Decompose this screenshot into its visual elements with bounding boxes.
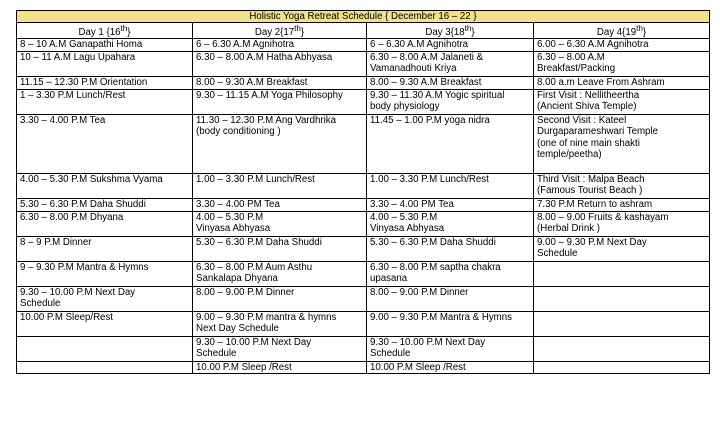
schedule-cell bbox=[534, 336, 710, 361]
schedule-cell: 6.30 – 8.00 A.M Hatha Abhyasa bbox=[193, 51, 367, 76]
schedule-cell: 5.30 – 6.30 P.M Daha Shuddi bbox=[17, 198, 193, 211]
schedule-cell: 8.00 – 9.00 P.M Dinner bbox=[367, 286, 534, 311]
schedule-row bbox=[17, 361, 710, 374]
schedule-cell: 8.00 a.m Leave From Ashram bbox=[534, 76, 710, 89]
schedule-cell bbox=[17, 361, 193, 374]
day-header-row bbox=[17, 23, 710, 39]
schedule-cell: 4.00 – 5.30 P.M Vinyasa Abhyasa bbox=[367, 211, 534, 236]
schedule-cell: 6.30 – 8.00 P.M saptha chakra upasana bbox=[367, 261, 534, 286]
schedule-cell: 9 – 9.30 P.M Mantra & Hymns bbox=[17, 261, 193, 286]
schedule-cell: 5.30 – 6.30 P.M Daha Shuddi bbox=[367, 236, 534, 261]
schedule-cell: 6 – 6.30 A.M Agnihotra bbox=[193, 39, 367, 52]
schedule-cell: 10.00 P.M Sleep /Rest bbox=[193, 361, 367, 374]
schedule-cell: 8.00 – 9.00 Fruits & kashayam (Herbal Drink ) bbox=[534, 211, 710, 236]
schedule-cell: 10 – 11 A.M Lagu Upahara bbox=[17, 51, 193, 76]
schedule-row bbox=[17, 51, 710, 76]
schedule-cell: 6.30 – 8.00 P.M Dhyana bbox=[17, 211, 193, 236]
schedule-cell: 6.30 – 8.00 A.M Jalaneti & Vamanadhouti Kriya bbox=[367, 51, 534, 76]
schedule-cell: 11.30 – 12.30 P.M Ang Vardhrika (body conditioning ) bbox=[193, 114, 367, 173]
schedule-table bbox=[16, 10, 710, 374]
schedule-row bbox=[17, 114, 710, 173]
schedule-cell: 9.00 – 9.30 P.M mantra & hymns Next Day Schedule bbox=[193, 311, 367, 336]
schedule-cell: 6.30 – 8.00 A.M Breakfast/Packing bbox=[534, 51, 710, 76]
schedule-cell: 3.30 – 4.00 PM Tea bbox=[193, 198, 367, 211]
day-header: Day 4{19th} bbox=[534, 23, 710, 39]
schedule-cell: 9.00 – 9.30 P.M Mantra & Hymns bbox=[367, 311, 534, 336]
schedule-row bbox=[17, 311, 710, 336]
schedule-cell: 3.30 – 4.00 P.M Tea bbox=[17, 114, 193, 173]
title-row bbox=[17, 11, 710, 23]
schedule-row bbox=[17, 39, 710, 52]
schedule-cell: 11.15 – 12.30 P.M Orientation bbox=[17, 76, 193, 89]
schedule-cell: Third Visit : Malpa Beach (Famous Tourist Beach ) bbox=[534, 173, 710, 198]
schedule-cell: 10.00 P.M Sleep /Rest bbox=[367, 361, 534, 374]
schedule-row bbox=[17, 261, 710, 286]
day-header: Day 3{18th} bbox=[367, 23, 534, 39]
schedule-title: Holistic Yoga Retreat Schedule { December 16 – 22 } bbox=[17, 11, 710, 23]
schedule-cell: First Visit : Nellitheertha (Ancient Shiva Temple) bbox=[534, 89, 710, 114]
schedule-cell: 9.30 – 10.00 P.M Next Day Schedule bbox=[367, 336, 534, 361]
schedule-cell: 9.30 – 11.15 A.M Yoga Philosophy bbox=[193, 89, 367, 114]
schedule-cell: 6.00 – 6.30 A.M Agnihotra bbox=[534, 39, 710, 52]
schedule-row bbox=[17, 198, 710, 211]
schedule-cell: 9.30 – 10.00 P.M Next Day Schedule bbox=[193, 336, 367, 361]
schedule-cell: 11.45 – 1.00 P.M yoga nidra bbox=[367, 114, 534, 173]
schedule-cell: 6.30 – 8.00 P.M Aum Asthu Sankalapa Dhyana bbox=[193, 261, 367, 286]
schedule-cell: 1 – 3.30 P.M Lunch/Rest bbox=[17, 89, 193, 114]
schedule-cell: 1.00 – 3.30 P.M Lunch/Rest bbox=[367, 173, 534, 198]
schedule-cell: 9.30 – 11.30 A.M Yogic spiritual body physiology bbox=[367, 89, 534, 114]
schedule-row bbox=[17, 173, 710, 198]
schedule-cell bbox=[534, 311, 710, 336]
schedule-row bbox=[17, 336, 710, 361]
schedule-cell: 5.30 – 6.30 P.M Daha Shuddi bbox=[193, 236, 367, 261]
schedule-cell: 1.00 – 3.30 P.M Lunch/Rest bbox=[193, 173, 367, 198]
schedule-cell: 4.00 – 5.30 P.M Vinyasa Abhyasa bbox=[193, 211, 367, 236]
schedule-row bbox=[17, 89, 710, 114]
schedule-cell: Second Visit : Kateel Durgaparameshwari Temple (one of nine main shakti temple/peetha) bbox=[534, 114, 710, 173]
schedule-cell: 9.30 – 10.00 P.M Next Day Schedule bbox=[17, 286, 193, 311]
schedule-cell: 8 – 9 P.M Dinner bbox=[17, 236, 193, 261]
day-header: Day 2{17th} bbox=[193, 23, 367, 39]
day-header: Day 1 {16th} bbox=[17, 23, 193, 39]
schedule-cell: 7.30 P.M Return to ashram bbox=[534, 198, 710, 211]
schedule-cell: 8.00 – 9.00 P.M Dinner bbox=[193, 286, 367, 311]
schedule-row bbox=[17, 211, 710, 236]
schedule-cell: 9.00 – 9.30 P.M Next Day Schedule bbox=[534, 236, 710, 261]
schedule-row bbox=[17, 76, 710, 89]
schedule-cell bbox=[534, 361, 710, 374]
schedule-cell: 4.00 – 5.30 P.M Sukshma Vyama bbox=[17, 173, 193, 198]
schedule-cell bbox=[534, 286, 710, 311]
schedule-cell bbox=[17, 336, 193, 361]
schedule-cell: 8 – 10 A.M Ganapathi Homa bbox=[17, 39, 193, 52]
schedule-row bbox=[17, 286, 710, 311]
schedule-row bbox=[17, 236, 710, 261]
schedule-cell: 8.00 – 9.30 A.M Breakfast bbox=[367, 76, 534, 89]
schedule-cell: 3.30 – 4.00 PM Tea bbox=[367, 198, 534, 211]
schedule-cell: 6 – 6.30 A.M Agnihotra bbox=[367, 39, 534, 52]
schedule-cell: 10.00 P.M Sleep/Rest bbox=[17, 311, 193, 336]
schedule-cell: 8.00 – 9.30 A.M Breakfast bbox=[193, 76, 367, 89]
schedule-cell bbox=[534, 261, 710, 286]
